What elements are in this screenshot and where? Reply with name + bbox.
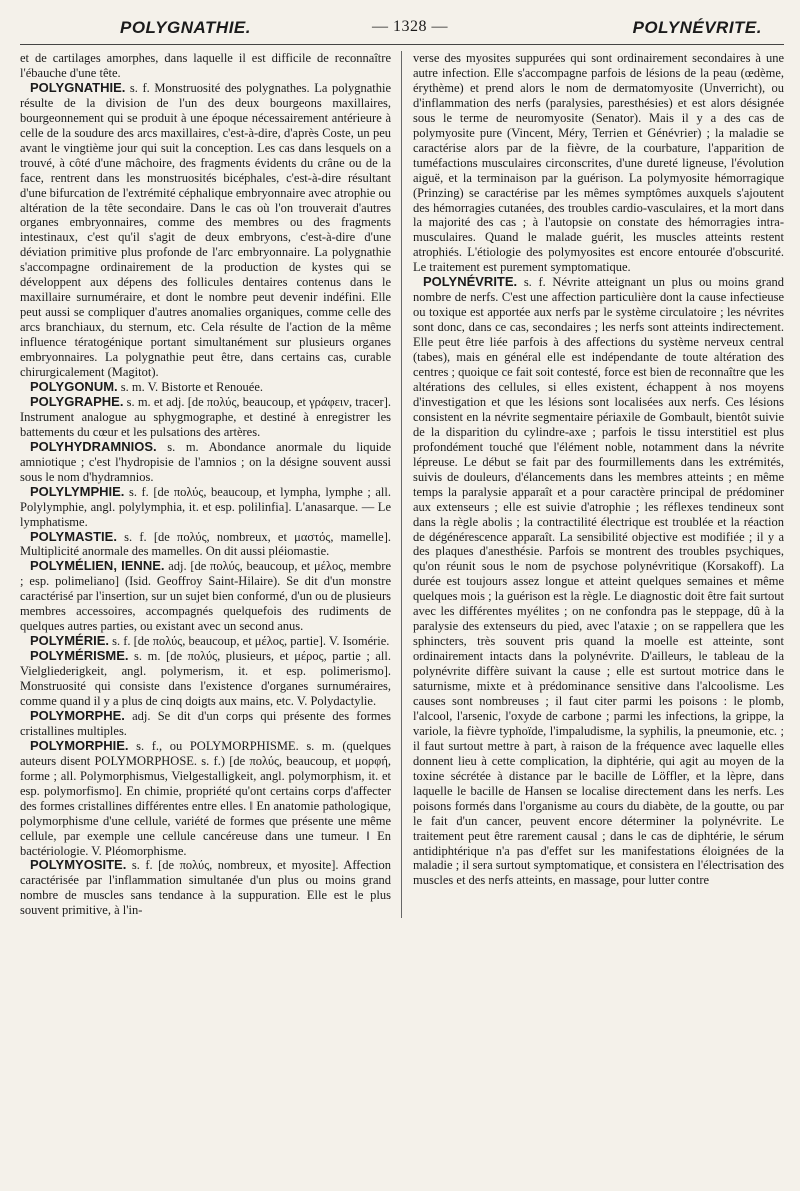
dictionary-entry	[20, 440, 391, 485]
entry-headword: POLYMYOSITE.	[30, 857, 127, 873]
entry-text: s. f. [de πολύς, beaucoup, et μέλος, partie]. V. Isomérie.	[108, 634, 390, 649]
entry-headword: POLYMORPHE.	[30, 707, 125, 723]
entry-text: s. m. et adj. [de πολύς, beaucoup, et γράφειν, tracer]. Instrument analogue au sphygmographe, et destiné à enregistrer les battements du cœur et les pulsations des artères.	[20, 394, 391, 439]
entry-text: s. f. Névrite atteignant un plus ou moins grand nombre de nerfs. C'est une affection particulière dont la cause infectieuse ou toxique est apportée aux nerfs par le système circulatoire ; les névrites sont donc, dans ce cas, secondaires ; les nerfs sont atteints indirectement. Elle peut être liée parfois à des affections du système nerveux central (tabes), mais en général elle est indépendante de toute altération des centres ; quoique ce fait soit contesté, force est bien de reconnaître que les altérations des cellules, si elles existent, échappent à nos moyens d'investigation et que les lésions sont localisées aux nerfs. Ces lésions consistent en la névrite segmentaire périaxile de Gombault, bientôt suivie de la disparition du cylindre-axe ; parfois le tissu interstitiel est plus profondément touché que l'élément noble, notamment dans la névrite lépreuse. Le début se fait par des fourmillements dans les extrémités, suivis de douleurs, d'élancements dans les membres atteints ; en même temps la paralysie apparaît et a pour caractère principal de prédominer aux extenseurs ; elle est suivie d'atrophie ; les réflexes tendineux sont dans la règle abolis ; la contractilité électrique est troublée et la réaction de dégénérescence apparaît. La sensibilité objective est modifiée ; il y a des plaques d'anesthésie. Parfois se montrent des troubles psychiques, qu'on réunit sous le nom de psychose polynévritique (Korsakoff). La durée est toujours assez longue et atteint quelques semaines et même quelques mois ; la guérison est la règle. Le diagnostic doit être fait surtout avec les différentes myélites ; on ne confondra pas le steppage, dû à la paralysie des extenseurs du pied, avec l'ataxie ; on se rappellera que les sphincters, très souvent pris quand la moelle est atteinte, sont ordinairement intacts dans la polynévrite. D'ailleurs, le tableau de la polynévrite diffère suivant la cause ; elle est surtout motrice dans le saturnisme, mixte et à prédominance sensitive dans l'alcoolisme. Les causes sont nombreuses ; il faut citer parmi les poisons : le plomb, l'alcool, l'arsenic, l'oxyde de carbone ; parmi les infections, la grippe, la variole, la fièvre typhoïde, l'impaludisme, la syphilis, la pneumonie, etc. ; il faut surtout mettre à part, à raison de la fréquence avec laquelle elles donnent lieu à cette complication, la diphtérie, qui agit au moyen de la toxine sécrétée à distance par le bacille de Löffler, et la lèpre, dans laquelle le bacille de Hansen se localise directement dans les nerfs. Les poisons formés dans l'organisme au cours du diabète, de la goutte, ou par le fait d'un cancer, peuvent encore déterminer la polynévrite. Le traitement peut être rarement causal ; dans le cas de diphtérie, le sérum antidiphtérique n'a pas d'effet sur les manifestations éloignées de la maladie ; il sera surtout symptomatique, et consistera en l'électrisation des muscles et des nerfs atteints, en massage, pour lutter contre	[413, 275, 784, 888]
running-header	[20, 14, 784, 45]
entry-headword: POLYGNATHIE.	[30, 79, 126, 95]
dictionary-entry	[20, 530, 391, 560]
dictionary-entry	[20, 559, 391, 634]
dictionary-entry	[20, 485, 391, 530]
entry-text: s. f. [de πολύς, beaucoup, et lympha, lymphe ; all. Polylymphie, angl. polylymphia, it. et esp. polilinfia]. L'anasarque. — Le lymphatisme.	[20, 484, 391, 529]
dictionary-entry	[413, 51, 784, 275]
dictionary-entry	[413, 275, 784, 888]
entry-headword: POLYMORPHIE.	[30, 737, 129, 753]
dictionary-entry	[20, 739, 391, 859]
dictionary-entry	[20, 649, 391, 709]
entry-headword: POLYHYDRAMNIOS.	[30, 438, 157, 454]
dictionary-entry	[20, 709, 391, 739]
entry-text: s. m. Abondance anormale du liquide amniotique ; c'est l'hydropisie de l'amnios ; on la désigne souvent aussi sous le nom d'hydramnios.	[20, 439, 391, 484]
left-column	[20, 51, 402, 918]
entry-headword: POLYMASTIE.	[30, 528, 117, 544]
dictionary-entry	[20, 858, 391, 918]
right-column	[402, 51, 784, 918]
entry-headword: POLYGRAPHE.	[30, 393, 124, 409]
entry-headword: POLYMÉLIEN, IENNE.	[30, 558, 165, 574]
entry-text: s. f. [de πολύς, nombreux, et myosite]. Affection caractérisée par l'inflammation simultanée d'un plus ou moins grand nombre de muscles sans tendance à la suppuration. Elle est le plus souvent primitive, à l'in-	[20, 858, 391, 918]
page-number: — 1328 —	[372, 18, 448, 35]
header-left-title: POLYGNATHIE.	[120, 18, 251, 37]
entry-text: s. f., ou POLYMORPHISME. s. m. (quelques auteurs disent POLYMORPHOSE. s. f.) [de πολύς, beaucoup, et μορφή, forme ; all. Polymorphismus, Vielgestalligkeit, angl. polymorphism, it. et esp. polymorfismo]. En chimie, propriété qu'ont certains corps d'affecter des formes cristallines différentes entre elles. ‖ En anatomie pathologique, polymorphisme d'une cellule, variété de formes que présente une même cellule, par exemple une cellule cancéreuse dans une tumeur. ‖ En bactériologie. V. Pléomorphisme.	[20, 738, 391, 858]
entry-headword: POLYMÉRIE.	[30, 633, 109, 649]
entry-headword: POLYNÉVRITE.	[423, 274, 518, 290]
dictionary-entry	[20, 634, 391, 649]
entry-text: adj. [de πολύς, beaucoup, et μέλος, membre ; esp. polimeliano] (Isid. Geoffroy Saint-Hilaire). Se dit d'un monstre caractérisé par l'insertion, sur un sujet bien conformé, d'un ou de plusieurs membres accessoires, accompagnés quelquefois des rudiments de quelques autres parties, ou existant avec un second anus.	[20, 559, 391, 634]
header-right-title: POLYNÉVRITE.	[632, 18, 762, 37]
entry-text: s. f. [de πολύς, nombreux, et μαστός, mamelle]. Multiplicité anormale des mamelles. On dit aussi pléiomastie.	[20, 529, 391, 559]
dictionary-entry	[20, 395, 391, 440]
entry-headword: POLYMÉRISME.	[30, 648, 129, 664]
entry-text: verse des myosites suppurées qui sont ordinairement secondaires à une autre infection. Elle s'accompagne parfois de lésions de la peau (œdème, érythème) et prend alors le nom de dermatomyosite (Unverricht), ou d'inflammation des nerfs (paralysies, paresthésies) et est alors désignée sous le terme de neuromyosite (Senator). Mais il y a des cas de polymyosite pure (Vincent, Méry, Terrien et Génévrier) ; la maladie se caractérise alors par de la fièvre, de la courbature, l'apparition de tuméfactions musculaires circonscrites, d'une dureté ligneuse, l'évolution aiguë, et la terminaison par la guérison. La polymyosite hémorragique (Prinzing) se caractérise par les mêmes symptômes auxquels s'ajoutent des hémorragies cutanées, des troubles cardio-vasculaires, et la mort dans la majorité des cas ; à l'autopsie on constate des hémorragies intra-musculaires. Quand le malade guérit, les muscles atteints restent atrophiés. L'étiologie des polymyosites est encore entourée d'obscurité. Le traitement est purement symptomatique.	[413, 51, 784, 275]
entry-headword: POLYLYMPHIE.	[30, 483, 125, 499]
entry-text: s. m. V. Bistorte et Renouée.	[117, 379, 264, 394]
entry-text: et de cartilages amorphes, dans laquelle il est difficile de reconnaître l'ébauche d'une tête.	[20, 51, 391, 80]
two-column-body	[20, 51, 784, 918]
entry-text: adj. Se dit d'un corps qui présente des formes cristallines multiples.	[20, 708, 391, 738]
dictionary-entry	[20, 81, 391, 380]
entry-text: s. f. Monstruosité des polygnathes. La polygnathie résulte de la division de l'un des deux bourgeons maxillaires, bourgeonnement qui se produit à une époque nécessairement antérieure à celle de la soudure des arcs maxillaires, c'est-à-dire, d'après Coste, un peu avant le vingtième jour qui suit la conception. Les cas dans lesquels on a trouvé, à côté d'une mâchoire, des fragments évidents du crâne ou de la face, rentrent dans les monstruosités bicéphales, c'est-à-dire résultant d'une bifurcation de l'extrémité céphalique embryonnaire avec atrophie ou altération de la tête secondaire. Dans le cas où l'on trouverait d'autres organes embryonnaires, comme des membres ou des fragments intestinaux, c'est qu'il s'agit de deux embryons, c'est-à-dire d'une déviation primitive plus profonde de l'arc embryonnaire. La polygnathie s'accompagne ordinairement de la production de kystes qui se développent aux dépens des follicules dentaires contenus dans le maxillaire surnuméraire, et dont le nombre peut devenir indéfini. Elle peut aussi se compliquer d'autres anomalies organiques, comme celle des arcs branchiaux, du sternum, etc. Cela résulte de l'action de la même influence tératogénique portant simultanément sur plusieurs organes embryonnaires. La polygnathie peut être, dans certains cas, curable chirurgicalement (Magitot).	[20, 80, 392, 380]
entry-text: s. m. [de πολύς, plusieurs, et μέρος, partie ; all. Vielgliederigkeit, angl. polymerism, it. et esp. polimerismo]. Monstruosité qui consiste dans l'existence d'organes surnuméraires, comme quand il y a plus de cinq doigts aux mains, etc. V. Polydactylie.	[20, 649, 391, 708]
entry-headword: POLYGONUM.	[30, 378, 118, 394]
dictionary-entry	[20, 380, 391, 395]
dictionary-entry	[20, 51, 391, 81]
